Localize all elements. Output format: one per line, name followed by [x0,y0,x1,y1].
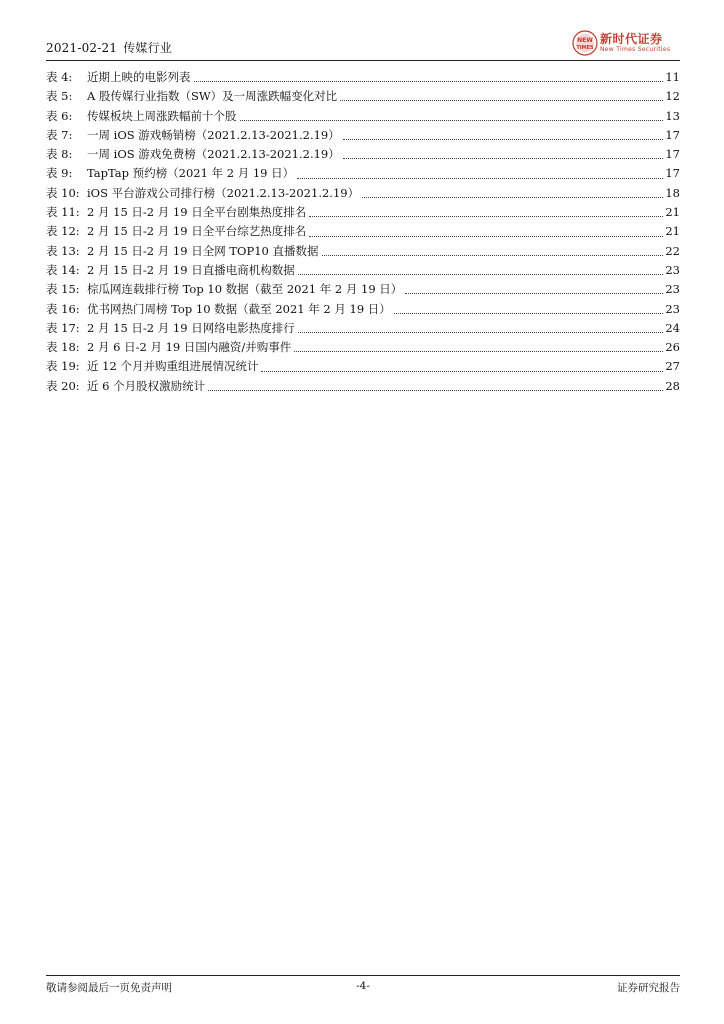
toc-entry-label: 表 19: [46,359,80,374]
toc-entry[interactable] [46,126,680,145]
toc-leader-dots [294,351,663,352]
toc-entry-title: 近 6 个月股权激励统计 [87,378,206,393]
toc-leader-dots [405,293,663,294]
toc-entry-title: 2 月 15 日-2 月 19 日全平台剧集热度排名 [87,205,307,220]
toc-leader-dots [340,100,663,101]
toc-entry-page: 26 [665,340,680,355]
toc-leader-dots [298,274,664,275]
toc-leader-dots [298,332,664,333]
toc-entry[interactable] [46,377,680,396]
toc-entry-page: 23 [665,282,680,297]
toc-entry[interactable] [46,242,680,261]
report-date: 2021-02-21 [46,41,118,55]
svg-text:TIMES: TIMES [576,45,594,51]
toc-entry-label: 表 10: [46,185,80,200]
new-times-badge-icon [572,30,598,56]
toc-entry-title: 近期上映的电影列表 [87,70,191,84]
toc-leader-dots [362,197,663,198]
toc-entry[interactable] [46,68,680,87]
toc-entry-label: 表 7: [46,127,73,142]
toc-entry[interactable] [46,87,680,106]
toc-entry[interactable] [46,222,680,241]
toc-leader-dots [297,178,663,179]
company-logo [572,30,680,56]
toc-entry-page: 27 [665,359,680,374]
toc-entry-title: 2 月 15 日-2 月 19 日网络电影热度排行 [87,320,295,335]
toc-leader-dots [240,120,664,121]
toc-entry[interactable] [46,261,680,280]
toc-entry-title: 一周 iOS 游戏免费榜（2021.2.13-2021.2.19） [87,147,340,162]
toc-leader-dots [322,255,664,256]
toc-leader-dots [309,216,663,217]
toc-entry-title: 近 12 个月并购重组进展情况统计 [87,359,259,374]
toc-leader-dots [208,390,663,391]
toc-entry-page: 23 [665,262,680,277]
table-of-contents [46,68,680,396]
toc-entry-page: 18 [665,185,680,200]
toc-leader-dots [194,81,664,82]
toc-entry-label: 表 14: [46,262,80,277]
toc-leader-dots [343,158,664,159]
toc-entry-title: 优书网热门周榜 Top 10 数据（截至 2021 年 2 月 19 日） [87,301,391,316]
toc-entry-page: 22 [665,243,680,258]
toc-leader-dots [309,236,663,237]
toc-entry-label: 表 18: [46,340,80,355]
toc-entry[interactable] [46,164,680,183]
toc-entry-page: 28 [665,378,680,393]
logo-name-cn: 新时代证券 [600,32,663,46]
toc-entry-label: 表 15: [46,282,80,297]
toc-entry[interactable] [46,357,680,376]
toc-entry-title: 2 月 15 日-2 月 19 日全平台综艺热度排名 [87,224,307,239]
toc-entry-label: 表 16: [46,301,80,316]
toc-entry[interactable] [46,184,680,203]
toc-entry-label: 表 12: [46,224,80,239]
toc-entry-label: 表 8: [46,147,73,162]
toc-entry-title: 传媒板块上周涨跌幅前十个股 [87,108,237,123]
toc-entry-page: 23 [665,301,680,316]
toc-entry-page: 17 [665,127,680,142]
toc-entry[interactable] [46,319,680,338]
toc-entry-label: 表 4: [46,70,73,84]
toc-entry-title: 2 月 6 日-2 月 19 日国内融资/并购事件 [87,340,292,355]
toc-entry-label: 表 5: [46,89,73,104]
industry-name: 传媒行业 [123,41,172,55]
toc-entry-page: 17 [665,147,680,162]
toc-entry[interactable] [46,107,680,126]
toc-entry-title: 棕瓜网连载排行榜 Top 10 数据（截至 2021 年 2 月 19 日） [87,282,403,297]
page-footer [46,975,680,996]
toc-entry-title: 一周 iOS 游戏畅销榜（2021.2.13-2021.2.19） [87,127,340,142]
toc-entry-label: 表 11: [46,205,80,220]
toc-leader-dots [394,313,664,314]
toc-entry-page: 11 [665,70,680,84]
toc-entry-title: iOS 平台游戏公司排行榜（2021.2.13-2021.2.19） [87,185,360,200]
toc-entry-title: 2 月 15 日-2 月 19 日直播电商机构数据 [87,262,295,277]
header-text [46,39,172,56]
toc-entry[interactable] [46,203,680,222]
report-type: 证券研究报告 [617,982,680,994]
page-number: -4- [356,980,370,992]
toc-leader-dots [261,371,663,372]
toc-entry-title: A 股传媒行业指数（SW）及一周涨跌幅变化对比 [87,89,338,104]
toc-entry-page: 13 [665,108,680,123]
toc-entry[interactable] [46,280,680,299]
toc-entry-title: TapTap 预约榜（2021 年 2 月 19 日） [87,166,295,181]
toc-entry-label: 表 13: [46,243,80,258]
disclaimer-note: 敬请参阅最后一页免责声明 [46,982,172,994]
logo-name-en: New Times Securities [600,46,671,53]
toc-entry-label: 表 6: [46,108,73,123]
toc-entry-page: 17 [665,166,680,181]
toc-entry-page: 24 [665,320,680,335]
toc-entry-page: 12 [665,89,680,104]
toc-entry[interactable] [46,338,680,357]
toc-entry-page: 21 [665,205,680,220]
toc-entry-label: 表 20: [46,378,80,393]
toc-leader-dots [343,139,664,140]
toc-entry-title: 2 月 15 日-2 月 19 日全网 TOP10 直播数据 [87,243,319,258]
toc-entry-label: 表 9: [46,166,73,181]
toc-entry-label: 表 17: [46,320,80,335]
page-header [46,28,680,61]
toc-entry[interactable] [46,145,680,164]
toc-entry-page: 21 [665,224,680,239]
svg-text:NEW: NEW [577,37,593,44]
toc-entry[interactable] [46,300,680,319]
